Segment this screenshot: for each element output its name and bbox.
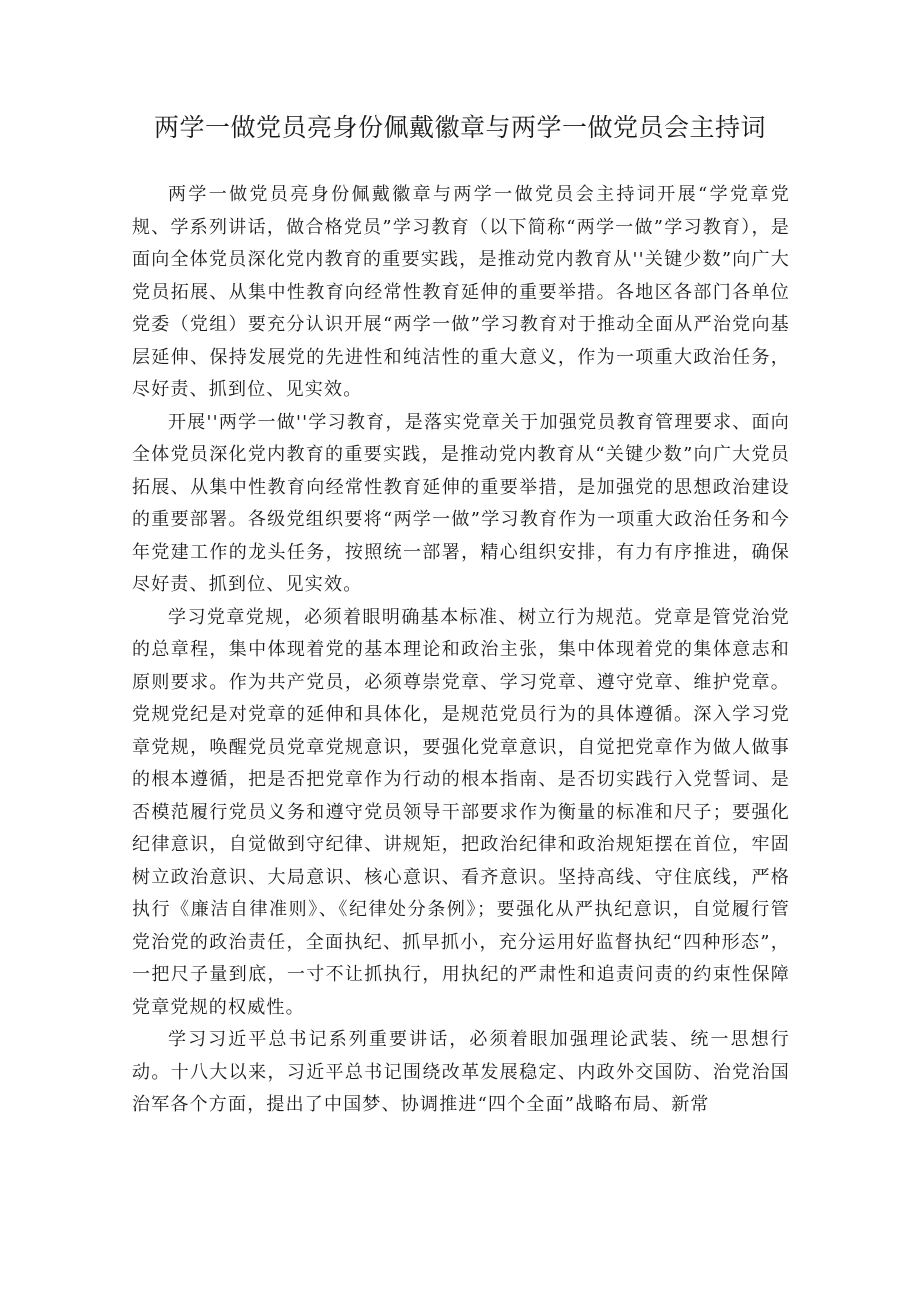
document-title: 两学一做党员亮身份佩戴徽章与两学一做党员会主持词 (153, 113, 766, 142)
document-body (132, 179, 790, 1122)
paragraph-4: 学习习近平总书记系列重要讲话，必须着眼加强理论武装、统一思想行动。十八大以来，习近平总书记围绕改革发展稳定、内政外交国防、治党治国治军各个方面，提出了中国梦、协调推进“四个全面”战略布局、新常 (132, 1029, 790, 1115)
paragraph-1: 两学一做党员亮身份佩戴徽章与两学一做党员会主持词开展“学党章党规、学系列讲话，做合格党员”学习教育（以下简称“两学一做”学习教育），是面向全体党员深化党内教育的重要实践，是推动党内教育从''关键少数”向广大党员拓展、从集中性教育向经常性教育延伸的重要举措。各地区各部门各单位党委（党组）要充分认识开展“两学一做”学习教育对于推动全面从严治党向基层延伸、保持发展党的先进性和纯洁性的重大意义，作为一项重大政治任务，尽好责、抓到位、见实效。 (132, 184, 790, 400)
paragraph-3: 学习党章党规，必须着眼明确基本标准、树立行为规范。党章是管党治党的总章程，集中体现着党的基本理论和政治主张，集中体现着党的集体意志和原则要求。作为共产党员，必须尊崇党章、学习党章、遵守党章、维护党章。党规党纪是对党章的延伸和具体化，是规范党员行为的具体遵循。深入学习党章党规，唤醒党员党章党规意识，要强化党章意识，自觉把党章作为做人做事的根本遵循，把是否把党章作为行动的根本指南、是否切实践行入党誓词、是否模范履行党员义务和遵守党员领导干部要求作为衡量的标准和尺子；要强化纪律意识，自觉做到守纪律、讲规矩，把政治纪律和政治规矩摆在首位，牢固树立政治意识、大局意识、核心意识、看齐意识。坚持高线、守住底线，严格执行《廉洁自律准则》、《纪律处分条例》；要强化从严执纪意识，自觉履行管党治党的政治责任，全面执纪、抓早抓小，充分运用好监督执纪“四种形态”，一把尺子量到底，一寸不让抓执行，用执纪的严肃性和追责问责的约束性保障党章党规的权威性。 (132, 606, 790, 1018)
paragraph-2: 开展''两学一做''学习教育，是落实党章关于加强党员教育管理要求、面向全体党员深化党内教育的重要实践，是推动党内教育从“关键少数”向广大党员拓展、从集中性教育向经常性教育延伸的重要举措，是加强党的思想政治建设的重要部署。各级党组织要将“两学一做”学习教育作为一项重大政治任务和今年党建工作的龙头任务，按照统一部署，精心组织安排，有力有序推进，确保尽好责、抓到位、见实效。 (132, 411, 790, 595)
